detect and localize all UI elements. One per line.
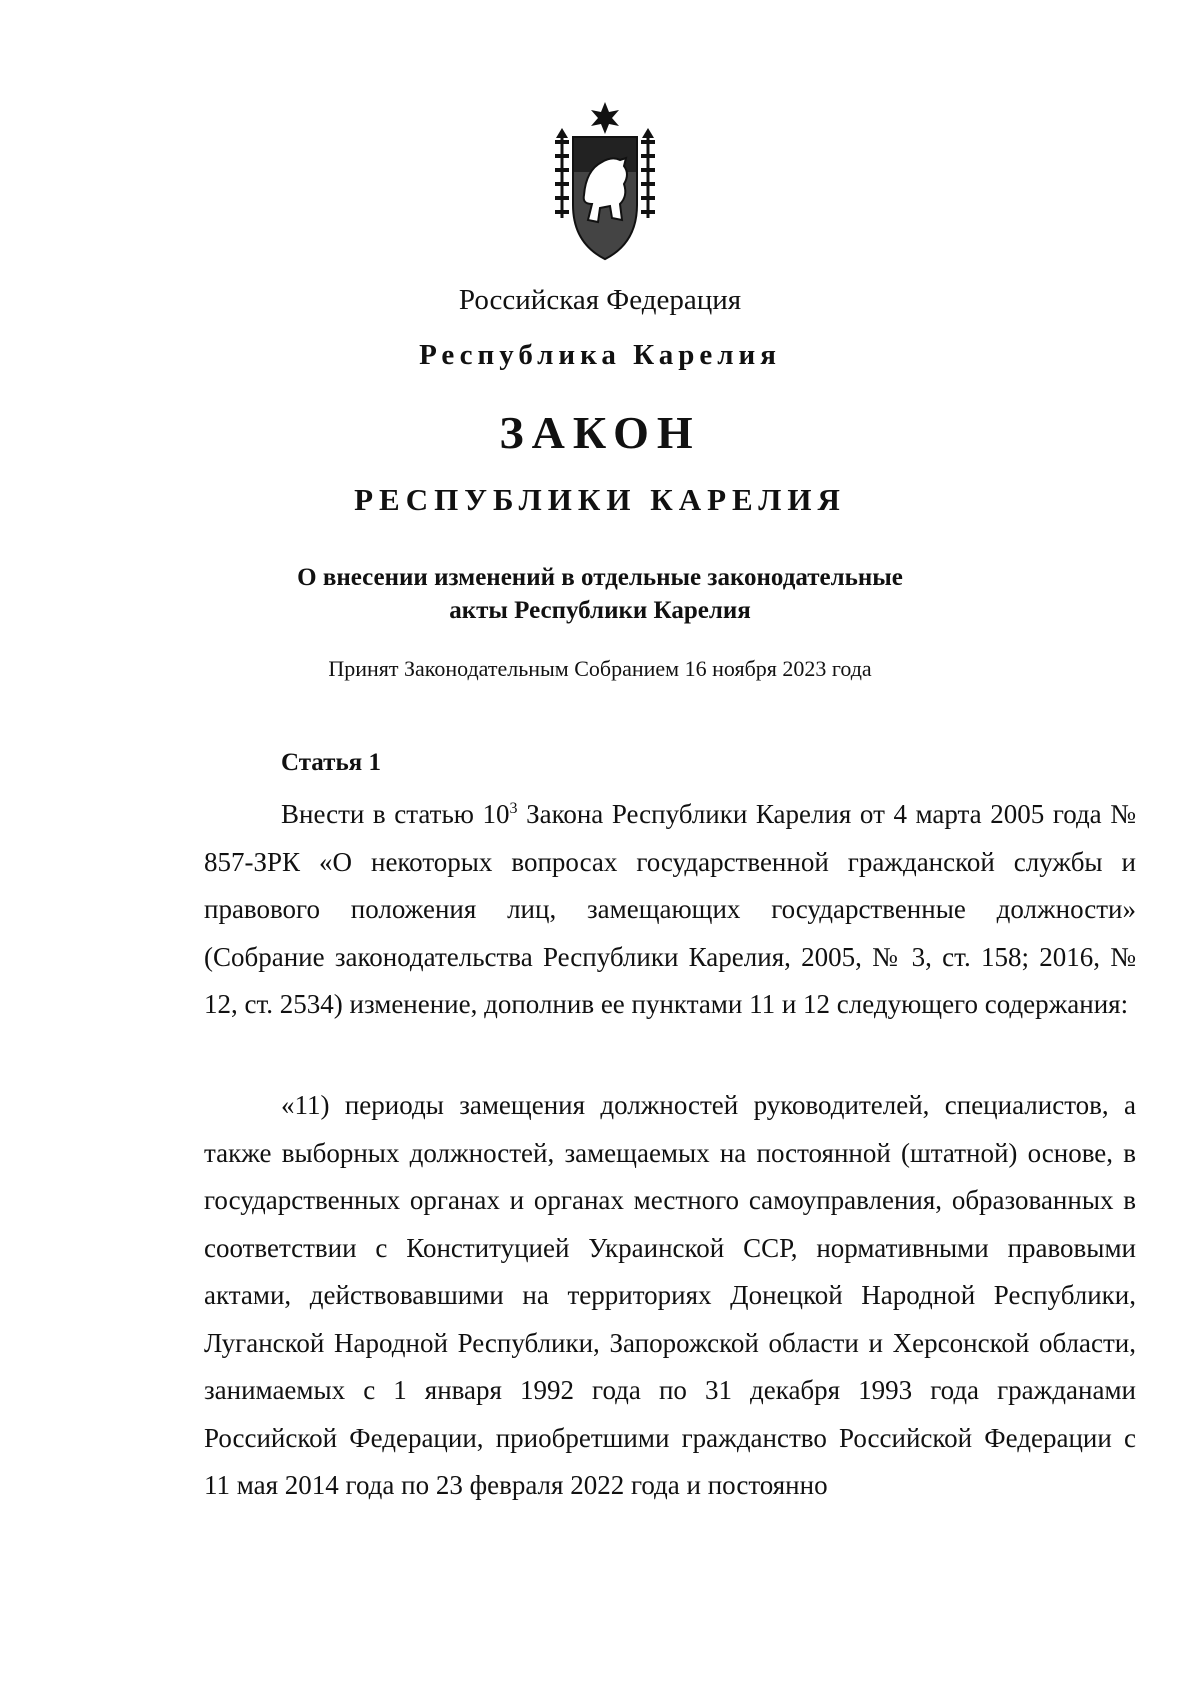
karelia-coat-of-arms-icon: [550, 100, 660, 265]
law-subheading: РЕСПУБЛИКИ КАРЕЛИЯ: [354, 482, 846, 517]
paragraph-text: Закона Республики Карелия от 4 марта 2005 года № 857-ЗРК «О некоторых вопросах государственной гражданской службы и правового положения лиц, замещающих государственные должности» (Собрание законодательства Республики Карелия, 2005, № 3, ст. 158; 2016, № 12, ст. 2534) изменение, дополнив ее пунктами 11 и 12 следующего содержания:: [204, 799, 1136, 1019]
paragraph-text: Внести в статью 10: [281, 799, 510, 829]
law-title: [0, 561, 1200, 627]
law-title-line2: акты Республики Карелия: [449, 597, 751, 624]
country-name: Российская Федерация: [458, 284, 742, 316]
article-heading: Статья 1: [281, 749, 381, 776]
republic-name: Республика Карелия: [419, 339, 781, 371]
adoption-note: Принят Законодательным Собранием 16 ноября 2023 года: [328, 656, 872, 681]
article-paragraph-2: «11) периоды замещения должностей руководителей, специалистов, а также выборных должностей, замещаемых на постоянной (штатной) основе, в государственных органах и органах местного самоуправления, образованных в соответствии с Конституцией Украинской ССР, нормативными правовыми актами, действовавшими на территориях Донецкой Народной Республики, Луганской Народной Республики, Запорожской области и Херсонской области, занимаемых с 1 января 1992 года по 31 декабря 1993 года гражданами Российской Федерации, приобретшими гражданство Российской Федерации с 11 мая 2014 года по 23 февраля 2022 года и постоянно: [204, 1090, 1136, 1500]
law-title-line1: О внесении изменений в отдельные законодательные: [297, 564, 903, 591]
superscript: 3: [509, 800, 518, 817]
article-paragraph-1: [204, 791, 1136, 1029]
law-heading: ЗАКОН: [499, 407, 701, 458]
